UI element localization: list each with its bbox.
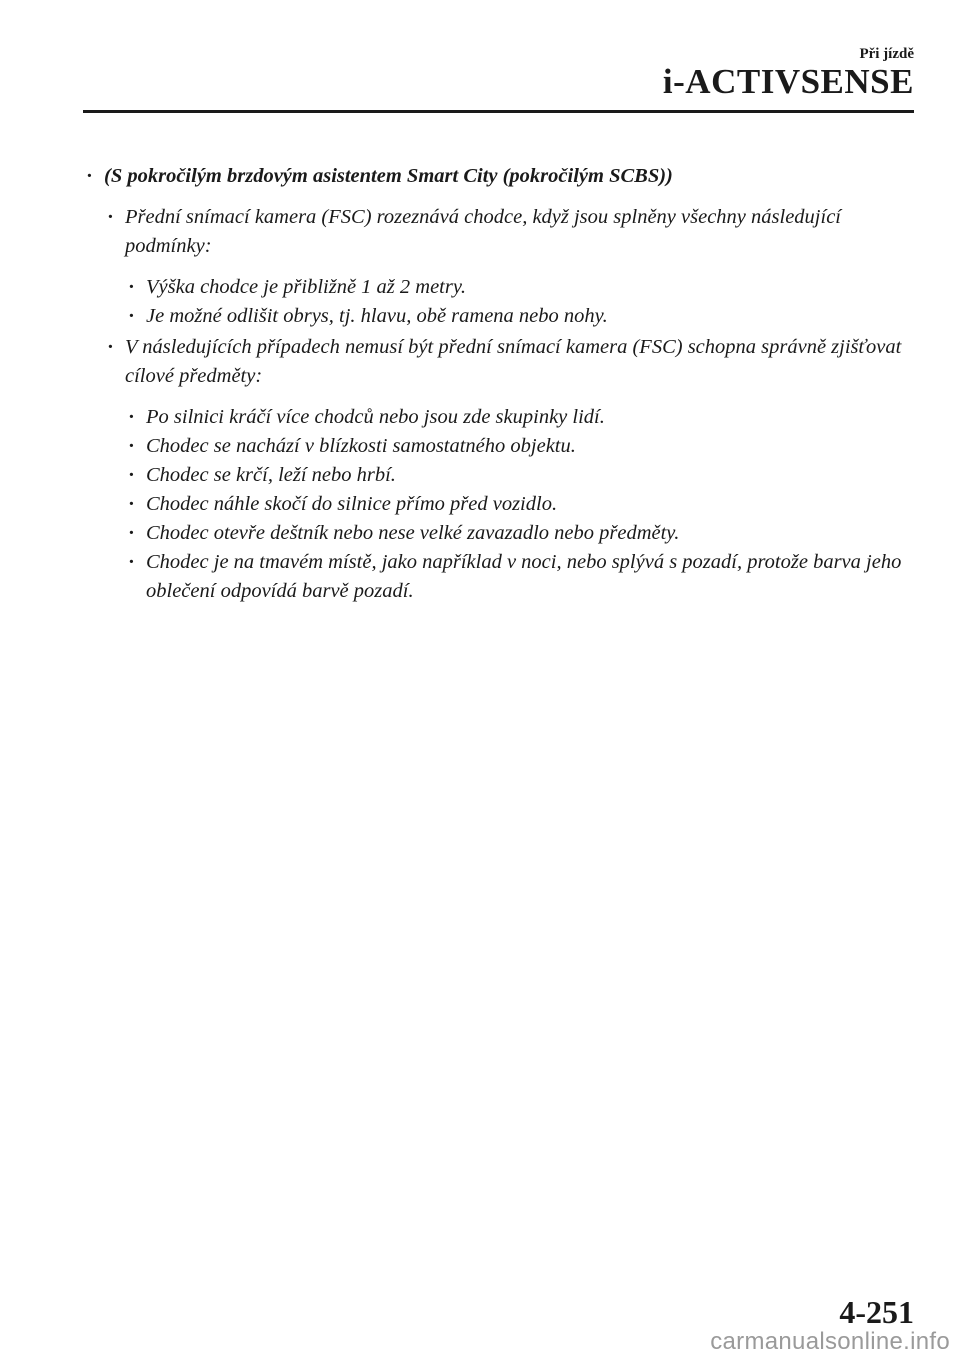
list-item: · Chodec je na tmavém místě, jako například v noci, nebo splývá s pozadí, protože barva jeho oblečení odpovídá barvě pozadí. <box>122 548 920 606</box>
list-item: · Chodec otevře deštník nebo nese velké zavazadlo nebo předměty. <box>122 519 920 548</box>
list-item: · Chodec se nachází v blízkosti samostatného objektu. <box>122 432 920 461</box>
list-item: · Chodec náhle skočí do silnice přímo před vozidlo. <box>122 490 920 519</box>
conditions-intro <box>101 203 920 261</box>
list-item: · Chodec se krčí, leží nebo hrbí. <box>122 461 920 490</box>
conditions-intro-text: Přední snímací kamera (FSC) rozeznává chodce, když jsou splněny všechny následující podmínky: <box>125 206 841 257</box>
watermark: carmanualsonline.info <box>710 1328 950 1355</box>
header-divider <box>83 110 914 113</box>
main-content <box>80 162 920 606</box>
section-heading <box>80 162 920 191</box>
section-title: Při jízdě <box>859 46 914 62</box>
limitations-intro-text: V následujících případech nemusí být přední snímací kamera (FSC) schopna správně zjišťovat cílové předměty: <box>125 336 902 387</box>
limitations-intro <box>101 333 920 391</box>
page-number: 4-251 <box>839 1294 914 1330</box>
list-item: · Po silnici kráčí více chodců nebo jsou zde skupinky lidí. <box>122 403 920 432</box>
chapter-title: i-ACTIVSENSE <box>662 62 914 101</box>
list-item: · Výška chodce je přibližně 1 až 2 metry. <box>122 273 920 302</box>
section-heading-text: (S pokročilým brzdovým asistentem Smart City (pokročilým SCBS)) <box>104 165 673 187</box>
list-item: · Je možné odlišit obrys, tj. hlavu, obě ramena nebo nohy. <box>122 302 920 331</box>
